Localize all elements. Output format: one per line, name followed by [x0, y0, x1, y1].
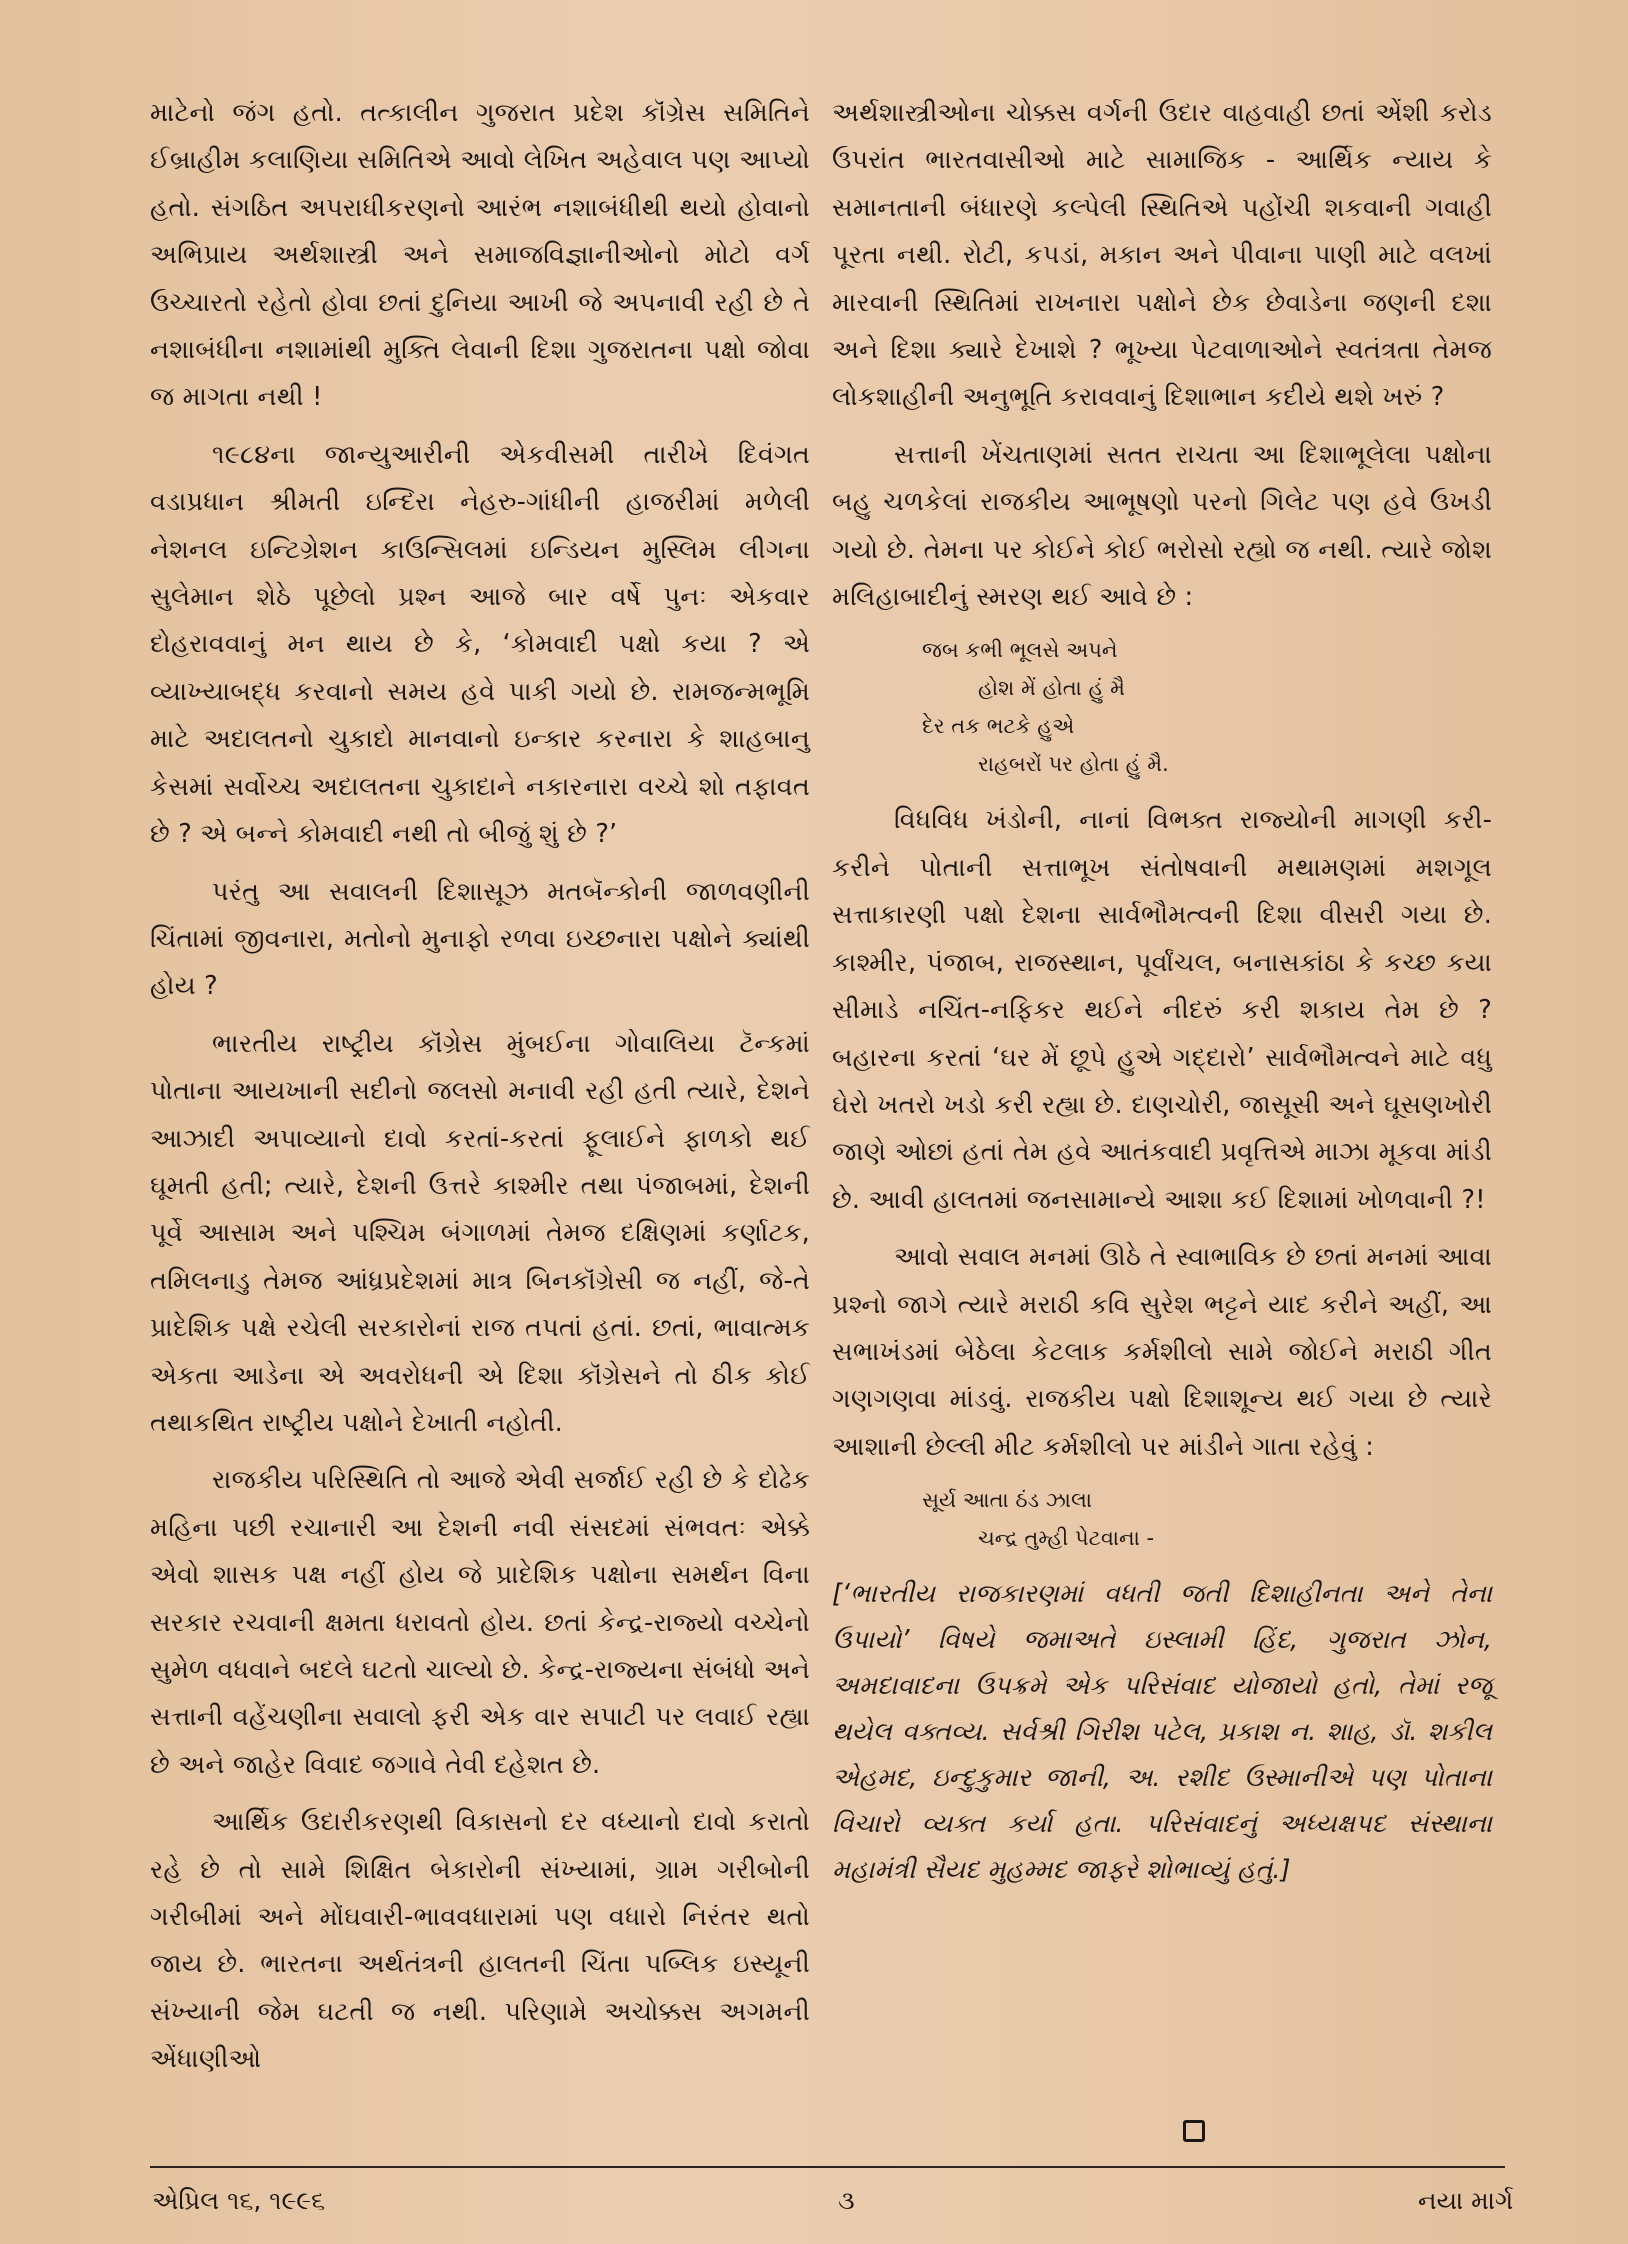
right-paragraph-2: સત્તાની ખેંચતાણમાં સતત રાચતા આ દિશાભૂલેલા પક્ષોના બહુ ચળકેલાં રાજકીય આભૂષણો પરનો ગિલેટ પણ હવે ઉખડી ગયો છે. તેમના પર કોઈને કોઈ ભરોસો રહ્યો જ નથી. ત્યારે જોશ મલિહાબાદીનું સ્મરણ થઈ આવે છે : [832, 439, 1492, 613]
poem-line: જબ કભી ભૂલસે અપને [922, 638, 1118, 663]
editorial-note: [‘ભારતીય રાજકારણમાં વધતી જતી દિશાહીનતા અને તેના ઉપાયો’ વિષયે જમાઅતે ઇસ્લામી હિંદ, ગુજરાત ઝોન, અમદાવાદના ઉપક્રમે એક પરિસંવાદ યોજાયો હતો, તેમાં રજૂ થયેલ વક્તવ્ય. સર્વશ્રી ગિરીશ પટેલ, પ્રકાશ ન. શાહ, ડૉ. શકીલ એહમદ, ઇન્દુકુમાર જાની, અ. રશીદ ઉસ્માનીએ પણ પોતાના વિચારો વ્યક્ત કર્યા હતા. પરિસંવાદનું અધ્યક્ષપદ સંસ્થાના મહામંત્રી સૈયદ મુહમ્મદ જાફરે શોભાવ્યું હતું.] [832, 1579, 1492, 1886]
poem-line: હોશ મેં હોતા હું મૈ [978, 676, 1125, 701]
end-mark-square-icon [1183, 2120, 1205, 2142]
right-paragraph-1: અર્થશાસ્ત્રીઓના ચોક્કસ વર્ગની ઉદાર વાહવાહી છતાં એંશી કરોડ ઉપરાંત ભારતવાસીઓ માટે સામાજિક - આર્થિક ન્યાય કે સમાનતાની બંધારણે કલ્પેલી સ્થિતિએ પહોંચી શકવાની ગવાહી પૂરતા નથી. રોટી, કપડાં, મકાન અને પીવાના પાણી માટે વલખાં મારવાની સ્થિતિમાં રાખનારા પક્ષોને છેક છેવાડેના જણની દશા અને દિશા ક્યારે દેખાશે ? ભૂખ્યા પેટવાળાઓને સ્વતંત્રતા તેમજ લોકશાહીની અનુભૂતિ કરાવવાનું દિશાભાન કદીયે થશે ખરું ? [832, 98, 1492, 413]
footer-page-number: ૩ [838, 2186, 855, 2215]
poem-josh-malihabadi [922, 631, 1492, 783]
poem-line: રાહબરોં પર હોતા હું મૈ. [978, 752, 1169, 777]
poem-line: દેર તક ભટકે હુએ [922, 714, 1075, 739]
left-paragraph-1: માટેનો જંગ હતો. તત્કાલીન ગુજરાત પ્રદેશ કૉંગ્રેસ સમિતિને ઈબ્રાહીમ કલાણિયા સમિતિએ આવો લેખિત અહેવાલ પણ આપ્યો હતો. સંગઠિત અપરાધીકરણનો આરંભ નશાબંધીથી થયો હોવાનો અભિપ્રાય અર્થશાસ્ત્રી અને સમાજવિજ્ઞાનીઓનો મોટો વર્ગ ઉચ્ચારતો રહેતો હોવા છતાં દુનિયા આખી જે અપનાવી રહી છે તે નશાબંધીના નશામાંથી મુક્તિ લેવાની દિશા ગુજરાતના પક્ષો જોવા જ માગતા નથી ! [150, 98, 810, 413]
footer-divider [150, 2166, 1505, 2168]
right-paragraph-3: વિધવિધ ખંડોની, નાનાં વિભક્ત રાજ્યોની માગણી કરી-કરીને પોતાની સત્તાભૂખ સંતોષવાની મથામણમાં મશગૂલ સત્તાકારણી પક્ષો દેશના સાર્વભૌમત્વની દિશા વીસરી ગયા છે. કાશ્મીર, પંજાબ, રાજસ્થાન, પૂર્વાંચલ, બનાસકાંઠા કે કચ્છ કયા સીમાડે નચિંત-નફિકર થઈને નીદરું કરી શકાય તેમ છે ? બહારના કરતાં ‘ઘર મેં છૂપે હુએ ગદ્દારો’ સાર્વભૌમત્વને માટે વધુ ઘેરો ખતરો ખડો કરી રહ્યા છે. દાણચોરી, જાસૂસી અને ઘૂસણખોરી જાણે ઓછાં હતાં તેમ હવે આતંકવાદી પ્રવૃત્તિએ માઝા મૂકવા માંડી છે. આવી હાલતમાં જનસામાન્યે આશા કઈ દિશામાં ખોળવાની ?! [832, 805, 1492, 1215]
poem-marathi-song [922, 1481, 1492, 1557]
left-paragraph-3: પરંતુ આ સવાલની દિશાસૂઝ મતબૅન્કોની જાળવણીની ચિંતામાં જીવનારા, મતોનો મુનાફો રળવા ઇચ્છનારા પક્ષોને ક્યાંથી હોય ? [150, 876, 810, 1002]
left-column [150, 90, 810, 2094]
right-paragraph-4: આવો સવાલ મનમાં ઊઠે તે સ્વાભાવિક છે છતાં મનમાં આવા પ્રશ્નો જાગે ત્યારે મરાઠી કવિ સુરેશ ભટ્ટને યાદ કરીને અહીં, આ સભાખંડમાં બેઠેલા કેટલાક કર્મશીલો સામે જોઈને મરાઠી ગીત ગણગણવા માંડવું. રાજકીય પક્ષો દિશાશૂન્ય થઈ ગયા છે ત્યારે આશાની છેલ્લી મીટ કર્મશીલો પર માંડીને ગાતા રહેવું : [832, 1242, 1492, 1462]
footer-date: એપ્રિલ ૧૬, ૧૯૯૬ [152, 2186, 326, 2215]
footer-publication: નયા માર્ગ [1418, 2186, 1514, 2215]
left-paragraph-5: રાજકીય પરિસ્થિતિ તો આજે એવી સર્જાઈ રહી છે કે દોઢેક મહિના પછી રચાનારી આ દેશની નવી સંસદમાં સંભવતઃ એક્કે એવો શાસક પક્ષ નહીં હોય જે પ્રાદેશિક પક્ષોના સમર્થન વિના સરકાર રચવાની ક્ષમતા ધરાવતો હોય. છતાં કેન્દ્ર-રાજ્યો વચ્ચેનો સુમેળ વધવાને બદલે ઘટતો ચાલ્યો છે. કેન્દ્ર-રાજ્યના સંબંધો અને સત્તાની વહેંચણીના સવાલો ફરી એક વાર સપાટી પર લવાઈ રહ્યા છે અને જાહેર વિવાદ જગાવે તેવી દહેશત છે. [150, 1465, 810, 1780]
left-paragraph-2: ૧૯૮૪ના જાન્યુઆરીની એકવીસમી તારીખે દિવંગત વડાપ્રધાન શ્રીમતી ઇન્દિરા નેહરુ-ગાંધીની હાજરીમાં મળેલી નેશનલ ઇન્ટિગ્રેશન કાઉન્સિલમાં ઇન્ડિયન મુસ્લિમ લીગના સુલેમાન શેઠે પૂછેલો પ્રશ્ન આજે બાર વર્ષે પુનઃ એકવાર દોહરાવવાનું મન થાય છે કે, ‘કોમવાદી પક્ષો કયા ? એ વ્યાખ્યાબદ્ધ કરવાનો સમય હવે પાકી ગયો છે. રામજન્મભૂમિ માટે અદાલતનો ચુકાદો માનવાનો ઇન્કાર કરનારા કે શાહબાનુ કેસમાં સર્વોચ્ચ અદાલતના ચુકાદાને નકારનારા વચ્ચે શો તફાવત છે ? એ બન્ને કોમવાદી નથી તો બીજું શું છે ?’ [150, 439, 810, 850]
poem-line: ચન્દ્ર તુમ્હી પેટવાના - [978, 1526, 1155, 1551]
poem-line: સૂર્ય આતા ઠંડ ઝાલા [922, 1488, 1092, 1513]
left-paragraph-4: ભારતીય રાષ્ટ્રીય કૉંગ્રેસ મુંબઈના ગોવાલિયા ટૅન્કમાં પોતાના આયખાની સદીનો જલસો મનાવી રહી હતી ત્યારે, દેશને આઝાદી અપાવ્યાનો દાવો કરતાં-કરતાં ફૂલાઈને ફાળકો થઈ ઘૂમતી હતી; ત્યારે, દેશની ઉત્તરે કાશ્મીર તથા પંજાબમાં, દેશની પૂર્વે આસામ અને પશ્ચિમ બંગાળમાં તેમજ દક્ષિણમાં કર્ણાટક, તમિલનાડુ તેમજ આંધ્રપ્રદેશમાં માત્ર બિનકૉંગ્રેસી જ નહીં, જે-તે પ્રાદેશિક પક્ષે રચેલી સરકારોનાં રાજ તપતાં હતાં. છતાં, ભાવાત્મક એકતા આડેના એ અવરોધની એ દિશા કૉંગ્રેસને તો ઠીક કોઈ તથાકથિત રાષ્ટ્રીય પક્ષોને દેખાતી નહોતી. [150, 1028, 810, 1438]
right-column [832, 90, 1492, 1893]
left-paragraph-6: આર્થિક ઉદારીકરણથી વિકાસનો દર વધ્યાનો દાવો કરાતો રહે છે તો સામે શિક્ષિત બેકારોની સંખ્યામાં, ગ્રામ ગરીબોની ગરીબીમાં અને મોંઘવારી-ભાવવધારામાં પણ વધારો નિરંતર થતો જાય છે. ભારતના અર્થતંત્રની હાલતની ચિંતા પબ્લિક ઇસ્યૂની સંખ્યાની જેમ ઘટતી જ નથી. પરિણામે અચોક્કસ અગમની એંધાણીઓ [150, 1807, 810, 2075]
